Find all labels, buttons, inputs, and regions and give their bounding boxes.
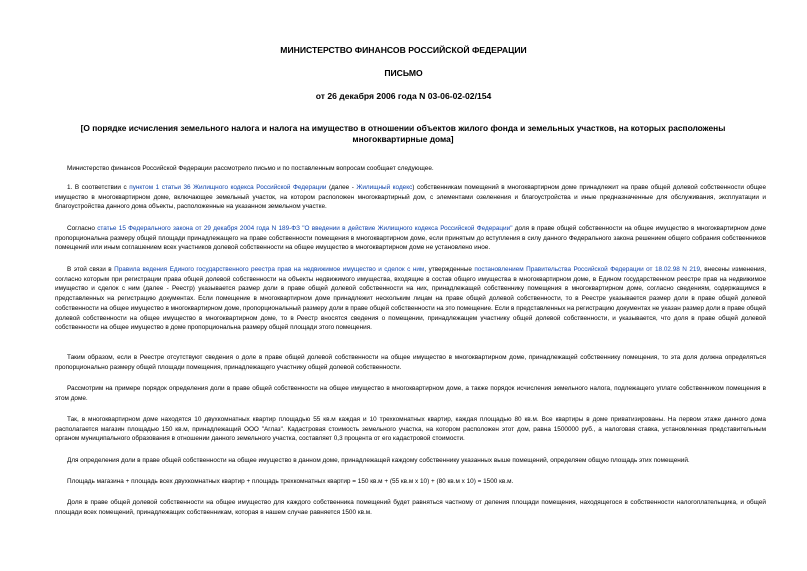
paragraph-text: , утвержденные <box>424 266 475 273</box>
paragraph-text: ) собственникам помещений в многоквартирном доме принадлежит на праве общей долевой собственности общее имущество в многоквартирном доме, включающее земельный участок, на котором расположен многоквартирный дом, с элементами озеленения и благоустройства и иные предназначенные для обслуживания, эксплуатации и благоустройства данного дома объекты, расположенные на указанном земельном участке. <box>55 184 766 211</box>
link-registry-rules[interactable]: Правила ведения Единого государственного реестра прав на недвижимое имущество и сделок с ним <box>114 266 425 273</box>
document-date-number: от 26 декабря 2006 года N 03-06-02-02/154 <box>315 91 492 101</box>
paragraph-text: (далее - <box>326 184 357 191</box>
paragraph-4: Таким образом, если в Реестре отсутствуют сведения о доле в праве общей долевой собственности на общее имущество в многоквартирном доме, принадлежащей собственнику помещения, то эта доля должна определяться пропорционально размеру общей площади помещения, принадлежащего участнику общей долевой собственности. <box>55 354 766 371</box>
link-government-resolution-219[interactable]: постановлением Правительства Российской Федерации от 18.02.98 N 219 <box>474 266 701 273</box>
link-housing-code[interactable]: Жилищный кодекс <box>356 184 413 191</box>
paragraph-text: Согласно <box>67 225 98 232</box>
link-federal-law-189[interactable]: статье 15 Федерального закона от 29 декабря 2004 года N 189-ФЗ "О введении в действие Жилищного кодекса Российской Федерации" <box>97 225 513 232</box>
paragraph-formula: Площадь магазина + площадь всех двухкомнатных квартир + площадь трехкомнатных квартир = 150 кв.м + (55 кв.м х 10) + (80 кв.м х 10) = 1500 кв.м. <box>67 478 514 485</box>
paragraph-5: Рассмотрим на примере порядок определения доли в праве общей собственности на общее имущество в многоквартирном доме, а также порядок исчисления земельного налога, подлежащего уплате собственником помещения в этом доме. <box>55 385 766 402</box>
document-type: ПИСЬМО <box>384 68 423 78</box>
document-subject: [О порядке исчисления земельного налога и налога на имущество в отношении объектов жилого фонда и земельных участков, на которых расположены многоквартирные дома] <box>80 123 726 144</box>
paragraph-2 <box>55 224 766 253</box>
paragraph-3 <box>55 265 766 333</box>
paragraph-text: В этой связи в <box>67 266 115 273</box>
paragraph-text: 1. В соответствии с <box>67 184 130 191</box>
paragraph-intro: Министерство финансов Российской Федерации рассмотрело письмо и по поставленным вопросам сообщает следующее. <box>67 165 434 172</box>
link-housing-code-art36[interactable]: пунктом 1 статьи 36 Жилищного кодекса Российской Федерации <box>129 184 327 191</box>
paragraph-6: Так, в многоквартирном доме находятся 10 двухкомнатных квартир площадью 55 кв.м каждая и 10 трехкомнатных квартир, каждая площадью 80 кв.м. Все квартиры в доме приватизированы. На первом этаже данного дома располагается магазин площадью 150 кв.м, принадлежащий ООО "Аглаз". Кадастровая стоимость земельного участка, на котором расположен этот дом, равна 1500000 руб., а налоговая ставка, установленная представительным органом муниципального образования в отношении данного земельного участка, составляет 0,3 процента от его кадастровой стоимости. <box>55 416 766 443</box>
paragraph-1 <box>55 183 766 212</box>
paragraph-text: , внесены изменения, согласно которым при регистрации права общей долевой собственности на объекты недвижимого имущества, входящие в состав общего имущества в многоквартирном доме, в Едином государственном реестре прав на недвижимое имущество и сделок с ним (далее - Реестр) указывается размер доли в праве общей долевой собственности на них, принадлежащей собственнику помещения в многоквартирном доме, согласно сведениям, содержащимся в представленных на регистрацию документах. Если помещение в многоквартирном доме принадлежит нескольким лицам на праве общей долевой собственности, то в Реестре указывается размер доли в праве общей долевой собственности на общее имущество в многоквартирном доме, пропорциональный размеру доли в праве общей собственности на это помещение. Если в представленных на регистрацию документах не указан размер доли в праве общей долевой собственности на общее имущество в многоквартирном доме, то в Реестр вносятся сведения о помещении, принадлежащем участнику общей долевой собственности, и указывается, что доля в праве общей долевой собственности на общее имущество в доме пропорциональна размеру общей площади этого помещения. <box>55 266 766 332</box>
ministry-heading: МИНИСТЕРСТВО ФИНАНСОВ РОССИЙСКОЙ ФЕДЕРАЦИИ <box>280 45 527 55</box>
paragraph-text: доля в праве общей собственности на общее имущество в многоквартирном доме пропорциональна размеру общей площади принадлежащего на праве собственности помещения в многоквартирном доме, если принятым до вступления в силу данного Федерального закона решением общего собрания собственников помещений или иным соглашением всех участников долевой собственности на общее имущество в многоквартирном доме не установлено иное. <box>55 225 766 252</box>
paragraph-8: Доля в праве общей долевой собственности на общее имущество для каждого собственника помещений будет равняться частному от деления площади помещения, находящегося в собственности налогоплательщика, и общей площади всех помещений, принадлежащих собственникам, которая в нашем случае равняется 1500 кв.м. <box>55 499 766 516</box>
paragraph-7: Для определения доли в праве общей собственности на общее имущество в данном доме, принадлежащей каждому собственнику указанных выше помещений, определяем общую площадь этих помещений. <box>67 457 690 464</box>
